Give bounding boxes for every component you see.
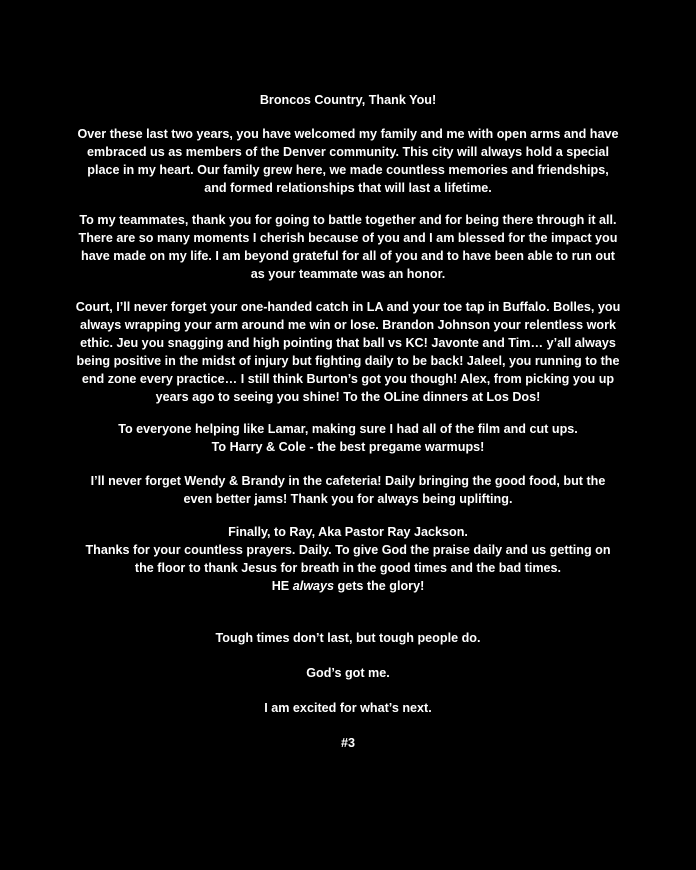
text-line: and formed relationships that will last a lifetime. bbox=[204, 181, 492, 195]
text-fragment: gets the glory! bbox=[334, 579, 425, 593]
text-line: To my teammates, thank you for going to battle together and for being there through it all. bbox=[79, 213, 617, 227]
text-line: There are so many moments I cherish because of you and I am blessed for the impact you bbox=[78, 231, 618, 245]
text-line: I’ll never forget Wendy & Brandy in the cafeteria! Daily bringing the good food, but the bbox=[90, 474, 606, 488]
text-line: Thanks for your countless prayers. Daily. To give God the praise daily and us getting on bbox=[85, 543, 611, 557]
emphasis-text: always bbox=[292, 579, 335, 593]
text-line: embraced us as members of the Denver community. This city will always hold a special bbox=[87, 145, 609, 159]
text-line: have made on my life. I am beyond grateful for all of you and to have been able to run out bbox=[81, 249, 615, 263]
text-line: place in my heart. Our family grew here, we made countless memories and friendships, bbox=[87, 163, 609, 177]
signature: #3 bbox=[340, 736, 355, 750]
text-line: the floor to thank Jesus for breath in the good times and the bad times. bbox=[134, 561, 562, 575]
text-line: Court, I’ll never forget your one-handed catch in LA and your toe tap in Buffalo. Bolles, you bbox=[75, 300, 621, 314]
text-line: years ago to seeing you shine! To the OLine dinners at Los Dos! bbox=[155, 390, 541, 404]
closing-line: God’s got me. bbox=[306, 666, 390, 680]
text-line bbox=[0, 577, 696, 595]
text-line: ethic. Jeu you snagging and high pointing that ball vs KC! Javonte and Tim… y’all always bbox=[80, 336, 616, 350]
text-line: Finally, to Ray, Aka Pastor Ray Jackson. bbox=[228, 525, 468, 539]
letter-title: Broncos Country, Thank You! bbox=[259, 93, 437, 107]
text-line: as your teammate was an honor. bbox=[250, 267, 446, 281]
text-line: end zone every practice… I still think Burton’s got you though! Alex, from picking you up bbox=[81, 372, 615, 386]
closing-line: I am excited for what’s next. bbox=[264, 701, 432, 715]
text-line: even better jams! Thank you for always being uplifting. bbox=[183, 492, 513, 506]
text-line: To Harry & Cole - the best pregame warmups! bbox=[211, 440, 485, 454]
text-line: To everyone helping like Lamar, making sure I had all of the film and cut ups. bbox=[118, 422, 578, 436]
closing-line: Tough times don’t last, but tough people do. bbox=[215, 631, 481, 645]
text-fragment: HE bbox=[271, 579, 293, 593]
text-line: Over these last two years, you have welcomed my family and me with open arms and have bbox=[77, 127, 619, 141]
text-line: being positive in the midst of injury but fighting daily to be back! Jaleel, you running to the bbox=[76, 354, 620, 368]
text-line: always wrapping your arm around me win or lose. Brandon Johnson your relentless work bbox=[79, 318, 617, 332]
